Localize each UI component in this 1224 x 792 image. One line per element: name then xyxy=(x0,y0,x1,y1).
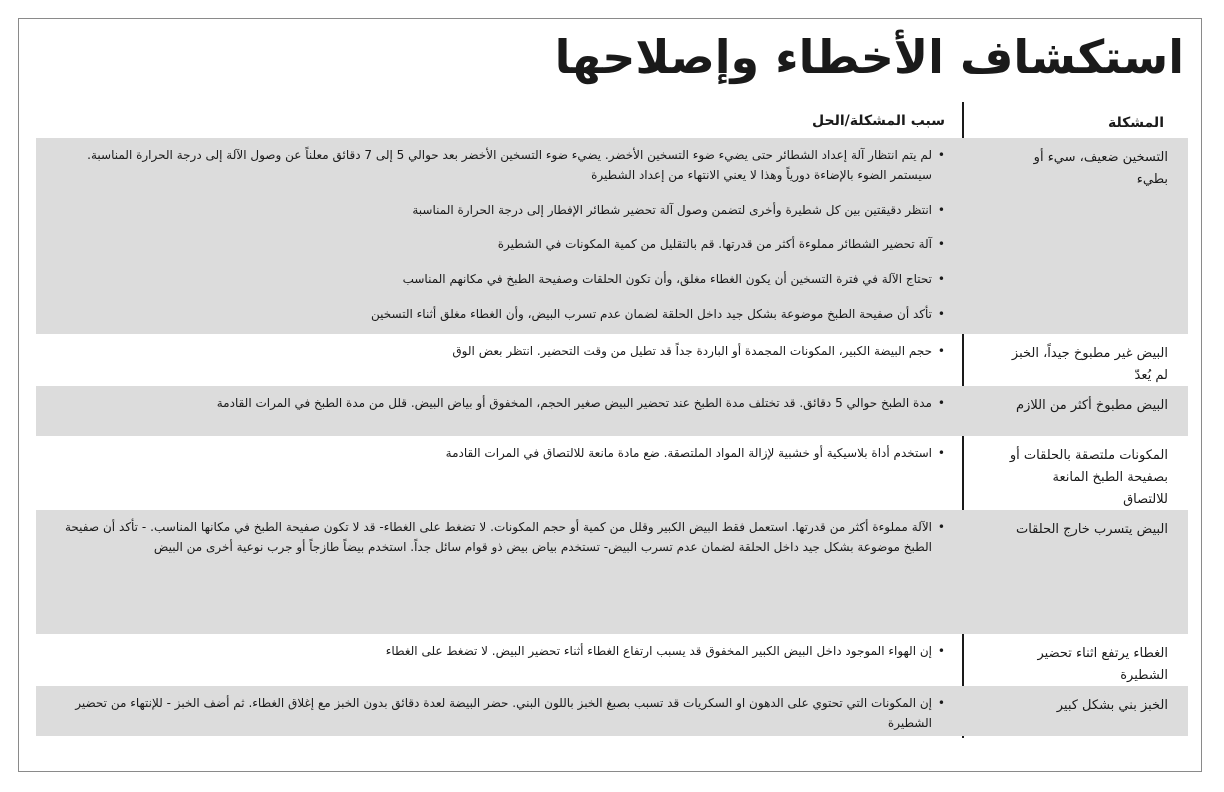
table-row xyxy=(36,686,1188,736)
solution-item: • آلة تحضير الشطائر مملوءة أكثر من قدرتها. قم بالتقليل من كمية المكونات في الشطيرة xyxy=(65,235,945,255)
problem-cell: البيض غير مطبوخ جيداً، الخبز لم يُعدّ xyxy=(1011,346,1168,384)
table-header xyxy=(36,104,1188,138)
table-row xyxy=(36,634,1188,686)
solution-list xyxy=(65,642,945,677)
page-title: استكشاف الأخطاء وإصلاحها xyxy=(554,30,1184,84)
problem-cell: المكونات ملتصقة بالحلقات أو بصفيحة الطبخ المانعة للالتصاق xyxy=(1009,448,1168,508)
solution-list xyxy=(65,444,945,479)
solution-item: • إن الهواء الموجود داخل البيض الكبير المخفوق قد يسبب ارتفاع الغطاء أثناء تحضير البيض. لا تضغط على الغطاء xyxy=(65,642,945,662)
solution-list xyxy=(65,394,945,429)
solution-item: • إن المكونات التي تحتوي على الدهون او السكريات قد تسبب بصبغ الخبز باللون البني. حضر البيضة لعدة دقائق بدون الخبز مع إغلاق الغطاء. ثم أضف الخبز - للإنتهاء من تحضير الشطيرة xyxy=(65,694,945,734)
problem-cell: الخبز بني بشكل كبير xyxy=(1056,698,1168,713)
solution-item: • تحتاج الآلة في فترة التسخين أن يكون الغطاء مغلق، وأن تكون الحلقات وصفيحة الطبخ في مكانهم المناسب xyxy=(65,270,945,290)
problem-cell: البيض مطبوخ أكثر من اللازم xyxy=(1016,398,1168,413)
troubleshooting-table xyxy=(36,104,1188,736)
header-solution: سبب المشكلة/الحل xyxy=(812,113,945,129)
solution-item: • لم يتم انتظار آلة إعداد الشطائر حتى يضيء ضوء التسخين الأخضر. يضيء ضوء التسخين الأخضر بعد حوالي 5 إلى 7 دقائق معلناً عن وصول الآلة إلى درجة الحرارة المناسبة. سيستمر الضوء بالإضاءة دورياً وهذا لا يعني الانتهاء من إعداد الشطيرة xyxy=(65,146,945,186)
table-row xyxy=(36,334,1188,386)
solution-list xyxy=(65,146,945,340)
header-problem: المشكلة xyxy=(1107,115,1164,131)
problem-cell: التسخين ضعيف، سيء أو بطيء xyxy=(1033,150,1168,188)
solution-item: • استخدم أداة بلاسيكية أو خشبية لإزالة المواد الملتصقة. ضع مادة مانعة للالتصاق في المرات القادمة xyxy=(65,444,945,464)
table-row xyxy=(36,386,1188,436)
table-row xyxy=(36,510,1188,634)
solution-item: • حجم البيضة الكبير، المكونات المجمدة أو الباردة جداً قد تطيل من وقت التحضير. انتظر بعض الوق xyxy=(65,342,945,362)
problem-cell: البيض يتسرب خارج الحلقات xyxy=(1015,522,1168,537)
solution-item: • الآلة مملوءة أكثر من قدرتها. استعمل فقط البيض الكبير وقلل من كمية أو حجم المكونات. لا تضغط على الغطاء- قد لا تكون صفيحة الطبخ في مكانها المناسب. - تأكد أن صفيحة الطبخ موضوعة بشكل جيد داخل الحلقة لضمان عدم تسرب البيض- تستخدم بياض بيض ذو قوام سائل جداً. استخدم بيضاً طازجاً أو جرب نوعية أخرى من البيض xyxy=(65,518,945,558)
table-row xyxy=(36,138,1188,334)
solution-list xyxy=(65,342,945,377)
problem-cell: الغطاء يرتفع اثناء تحضير الشطيرة xyxy=(1037,646,1168,684)
solution-list xyxy=(65,518,945,573)
solution-item: • انتظر دقيقتين بين كل شطيرة وأخرى لتضمن وصول آلة تحضير شطائر الإفطار إلى درجة الحرارة المناسبة xyxy=(65,201,945,221)
solution-item: • مدة الطبخ حوالي 5 دقائق. قد تختلف مدة الطبخ عند تحضير البيض صغير الحجم، المخفوق أو بياض البيض. قلل من مدة الطبخ في المرات القادمة xyxy=(65,394,945,414)
solution-item: • تأكد أن صفيحة الطبخ موضوعة بشكل جيد داخل الحلقة لضمان عدم تسرب البيض، وأن الغطاء مغلق أثناء التسخين xyxy=(65,305,945,325)
table-row xyxy=(36,436,1188,510)
solution-list xyxy=(65,694,945,749)
